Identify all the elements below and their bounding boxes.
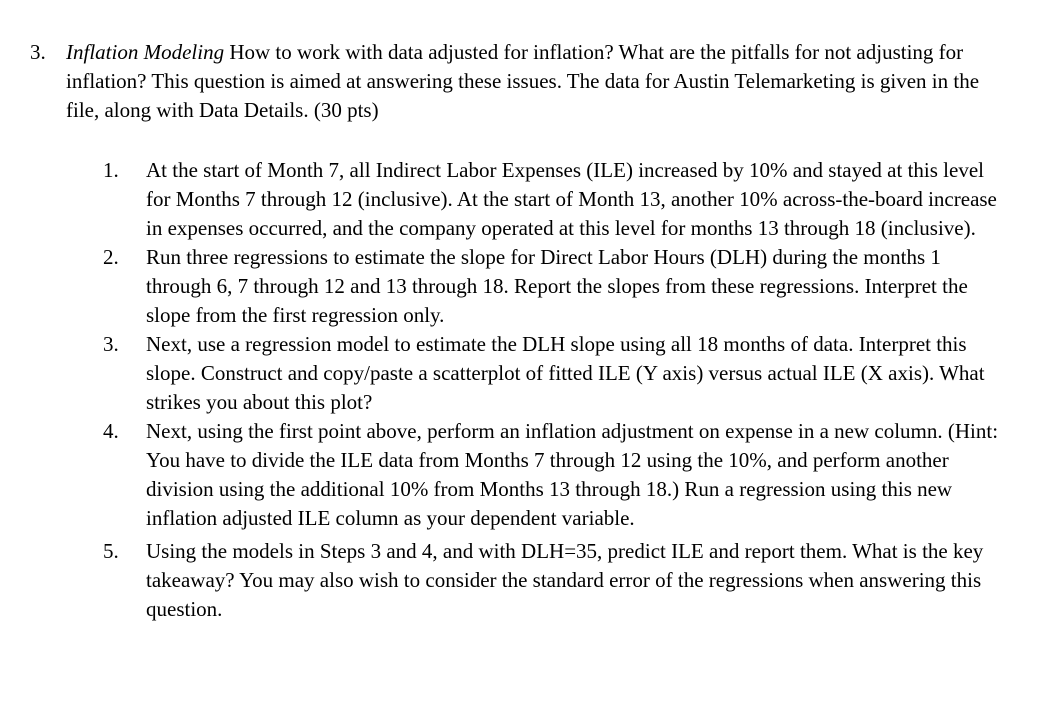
question-intro-paragraph xyxy=(66,38,1010,125)
step-text: Next, use a regression model to estimate the DLH slope using all 18 months of data. Interpret this slope. Construct and copy/paste a scatterplot of fitted ILE (Y axis) versus actual ILE (X axis). What strikes you about this plot? xyxy=(146,332,985,414)
step-number: 1. xyxy=(103,158,119,182)
step-item xyxy=(103,537,1008,624)
question-title: Inflation Modeling xyxy=(66,40,225,64)
step-text: Using the models in Steps 3 and 4, and with DLH=35, predict ILE and report them. What is the key takeaway? You may also wish to consider the standard error of the regressions when answering this question. xyxy=(146,539,984,621)
question-block xyxy=(30,38,1010,125)
step-number: 4. xyxy=(103,419,119,443)
step-item xyxy=(103,417,1008,533)
steps-list xyxy=(103,156,1008,624)
step-number: 3. xyxy=(103,332,119,356)
step-text: At the start of Month 7, all Indirect Labor Expenses (ILE) increased by 10% and stayed at this level for Months 7 through 12 (inclusive). At the start of Month 13, another 10% across-the-board increase in expenses occurred, and the company operated at this level for months 13 through 18 (inclusive). xyxy=(146,158,997,240)
step-number: 2. xyxy=(103,245,119,269)
step-item xyxy=(103,243,1008,330)
question-intro-text: How to work with data adjusted for inflation? What are the pitfalls for not adjusting for inflation? This question is aimed at answering these issues. The data for Austin Telemarketing is given in the file, along with Data Details. (30 pts) xyxy=(66,40,980,122)
question-row xyxy=(30,38,1010,125)
step-text: Run three regressions to estimate the slope for Direct Labor Hours (DLH) during the months 1 through 6, 7 through 12 and 13 through 18. Report the slopes from these regressions. Interpret the slope from the first regression only. xyxy=(146,245,968,327)
step-number: 5. xyxy=(103,539,119,563)
step-item xyxy=(103,156,1008,243)
question-number: 3. xyxy=(30,40,46,64)
step-text: Next, using the first point above, perform an inflation adjustment on expense in a new column. (Hint: You have to divide the ILE data from Months 7 through 12 using the 10%, and perform another division using the additional 10% from Months 13 through 18.) Run a regression using this new inflation adjusted ILE column as your dependent variable. xyxy=(146,419,999,530)
step-item xyxy=(103,330,1008,417)
